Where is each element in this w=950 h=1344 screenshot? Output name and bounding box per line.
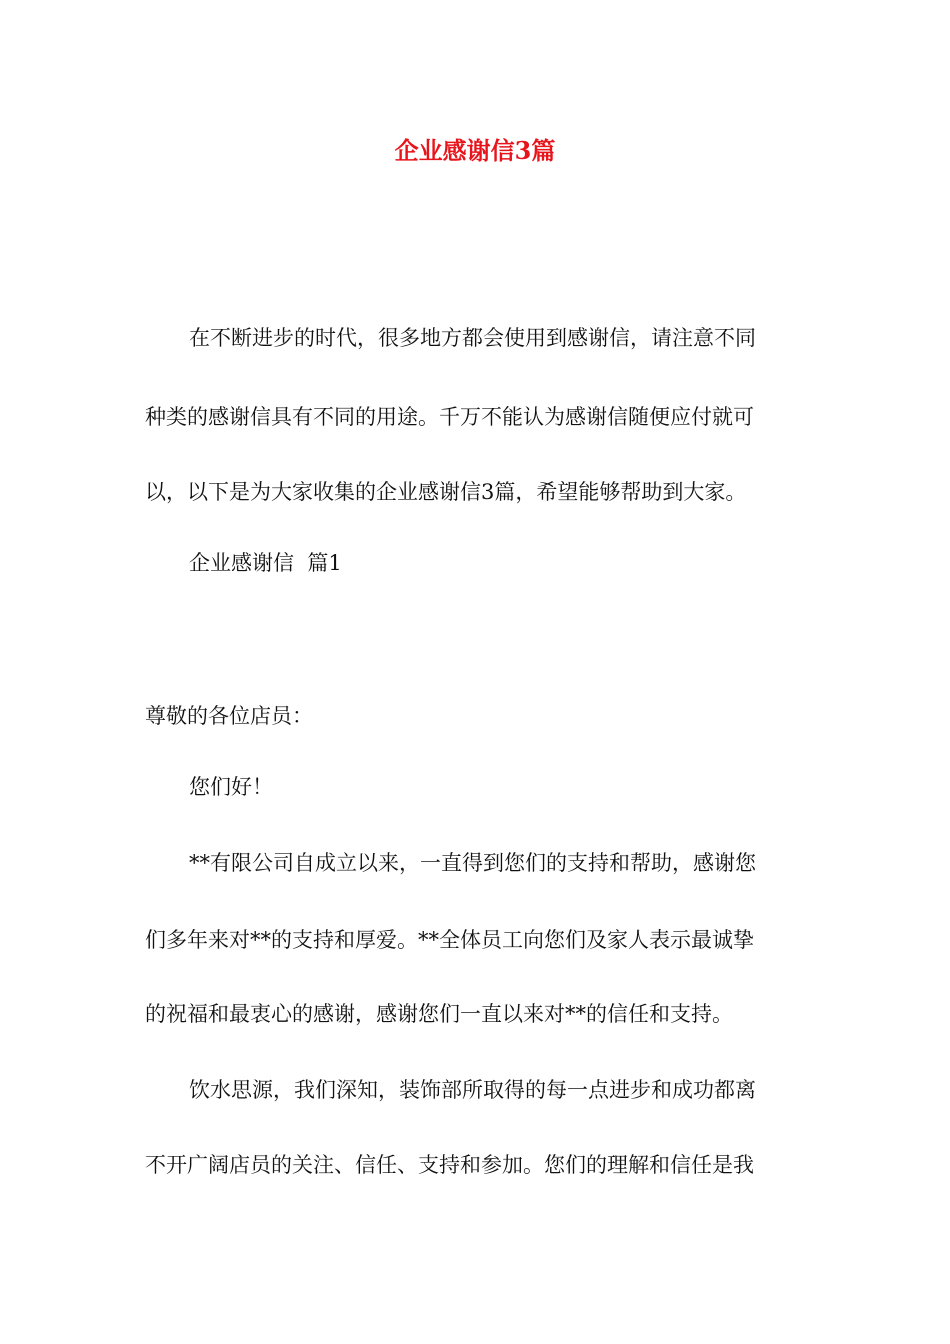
intro-line-3: 以，以下是为大家收集的企业感谢信3篇，希望能够帮助到大家。	[145, 480, 747, 504]
paragraph2-line-1: 饮水思源，我们深知，装饰部所取得的每一点进步和成功都离	[189, 1078, 756, 1102]
greeting: 您们好！	[189, 775, 273, 799]
paragraph2-line-2: 不开广阔店员的关注、信任、支持和参加。您们的理解和信任是我	[145, 1153, 754, 1177]
section-heading: 企业感谢信 篇1	[189, 551, 342, 575]
intro-line-1: 在不断进步的时代，很多地方都会使用到感谢信，请注意不同	[189, 326, 756, 350]
document-title: 企业感谢信3篇	[394, 136, 556, 165]
paragraph1-line-2: 们多年来对**的支持和厚爱。**全体员工向您们及家人表示最诚挚	[145, 928, 754, 952]
intro-line-2: 种类的感谢信具有不同的用途。千万不能认为感谢信随便应付就可	[145, 405, 754, 429]
paragraph1-line-3: 的祝福和最衷心的感谢，感谢您们一直以来对**的信任和支持。	[145, 1002, 733, 1026]
salutation: 尊敬的各位店员：	[145, 704, 313, 728]
paragraph1-line-1: **有限公司自成立以来，一直得到您们的支持和帮助，感谢您	[189, 851, 756, 875]
